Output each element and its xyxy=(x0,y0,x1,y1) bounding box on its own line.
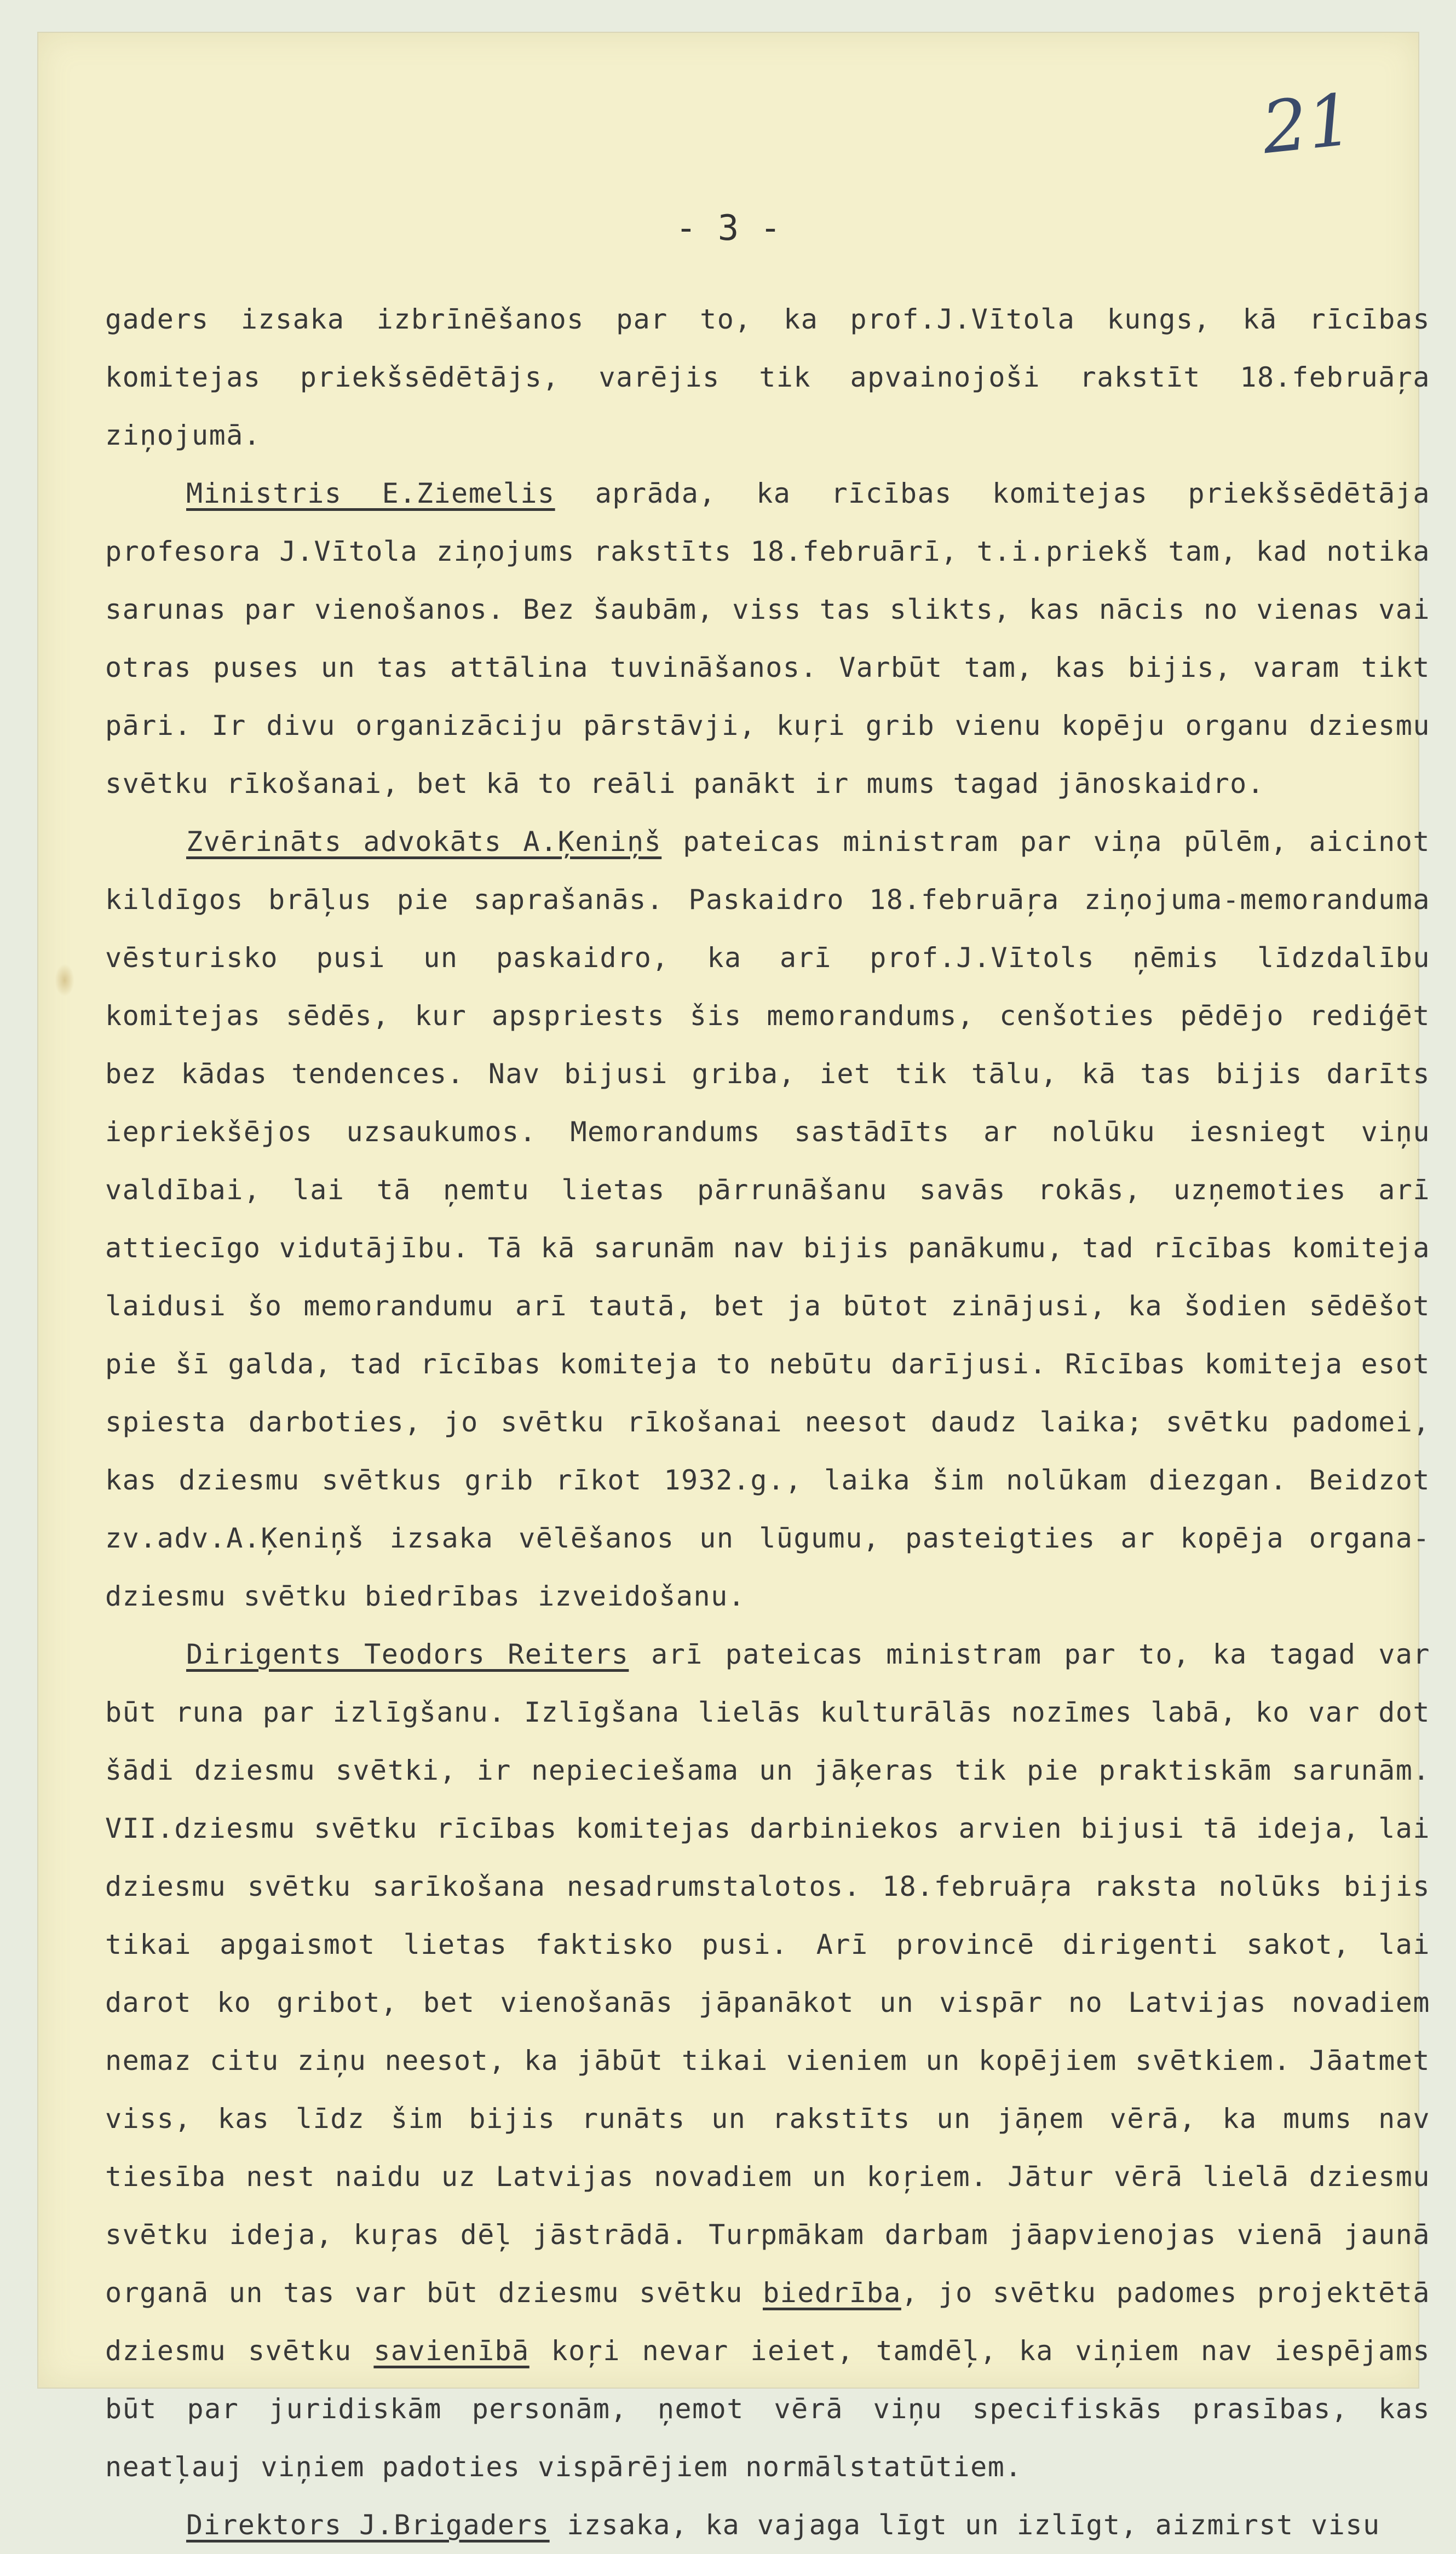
speaker-name: Dirigents Teodors Reiters xyxy=(186,1638,629,1670)
folio-number: 21 xyxy=(1258,77,1357,170)
document-page xyxy=(38,33,1430,2541)
paragraph-reiters xyxy=(105,1625,1430,2496)
speaker-name: Ministris E.Ziemelis xyxy=(186,478,555,509)
underlined-term: savienībā xyxy=(373,2335,530,2367)
paragraph-text: pateicas ministram par viņa pūlēm, aicinot kildīgos brāļus pie saprašanās. Paskaidro 18.februāŗa ziņojuma-memoranduma vēsturisko pusi un paskaidro, ka arī prof.J.Vītols ņēmis līdzdalību komitejas sēdēs, kur apspriests šis memorandums, cenšoties pēdējo rediģēt bez kādas tendences. Nav bijusi griba, iet tik tālu, kā tas bijis darīts iepriekšējos uzsaukumos. Memorandums sastādīts ar nolūku iesniegt viņu valdībai, lai tā ņemtu lietas pārrunāšanu savās rokās, uzņemoties arī attiecīgo vidutājību. Tā kā sarunām nav bijis panākumu, tad rīcības komiteja laidusi šo memorandumu arī tautā, bet ja būtot zinājusi, ka šodien sēdēšot pie šī galda, tad rīcības komiteja to nebūtu darījusi. Rīcības komiteja esot spiesta darboties, jo svētku rīkošanai neesot daudz laika; svētku padomei, kas dziesmu svētkus grib rīkot 1932.g., laika šim nolūkam diezgan. Beidzot zv.adv.A.Ķeniņš izsaka vēlēšanos un lūgumu, pasteigties ar kopēja organa-dziesmu svētku biedrības izveidošanu. xyxy=(105,826,1430,1612)
document-body xyxy=(105,290,1430,2554)
paragraph-continuation xyxy=(105,290,1430,464)
page-number: - 3 - xyxy=(675,208,781,249)
paper-stain xyxy=(55,964,74,997)
paragraph-text: arī pateicas ministram par to, ka tagad var būt runa par izlīgšanu. Izlīgšana lielās kulturālās nozīmes labā, ko var dot šādi dziesmu svētki, ir nepieciešama un jāķeras tik pie praktiskām sarunām. VII.dziesmu svētku rīcības komitejas darbiniekos arvien bijusi tā ideja, lai dziesmu svētku sarīkošana nesadrumstalotos. 18.februāŗa raksta nolūks bijis tikai apgaismot lietas faktisko pusi. Arī provincē dirigenti sakot, lai darot ko gribot, bet vienošanās jāpanākot un vispār no Latvijas novadiem nemaz citu ziņu neesot, ka jābūt tikai vieniem un kopējiem svētkiem. Jāatmet viss, kas līdz šim bijis runāts un rakstīts un jāņem vērā, ka mums nav tiesība nest naidu uz Latvijas novadiem un koŗiem. Jātur vērā lielā dziesmu svētku ideja, kuŗas dēļ jāstrādā. Turpmākam darbam jāapvienojas vienā jaunā organā un tas var būt dziesmu svētku xyxy=(105,1638,1430,2309)
paragraph-text: , jo svētku padomes projektētā dziesmu svētku xyxy=(105,2277,1430,2367)
paragraph-brigaders xyxy=(105,2496,1430,2554)
paragraph-text: gaders izsaka izbrīnēšanos par to, ka prof.J.Vītola kungs, kā rīcības komitejas priekšsēdētājs, varējis tik apvainojoši rakstīt 18.februāŗa ziņojumā. xyxy=(105,303,1430,451)
paragraph-ziemelis xyxy=(105,464,1430,813)
paragraph-text: izsaka, ka vajaga līgt un izlīgt, aizmirst visu xyxy=(549,2509,1380,2541)
paragraph-kenins xyxy=(105,813,1430,1625)
speaker-name: Zvērināts advokāts A.Ķeniņš xyxy=(186,826,662,858)
paragraph-text: aprāda, ka rīcības komitejas priekšsēdētāja profesora J.Vītola ziņojums rakstīts 18.februārī, t.i.priekš tam, kad notika sarunas par vienošanos. Bez šaubām, viss tas slikts, kas nācis no vienas vai otras puses un tas attālina tuvināšanos. Varbūt tam, kas bijis, varam tikt pāri. Ir divu organizāciju pārstāvji, kuŗi grib vienu kopēju organu dziesmu svētku rīkošanai, bet kā to reāli panākt ir mums tagad jānoskaidro. xyxy=(105,478,1430,799)
speaker-name: Direktors J.Brigaders xyxy=(186,2509,550,2541)
paragraph-text: koŗi nevar ieiet, tamdēļ, ka viņiem nav iespējams būt par juridiskām personām, ņemot vērā viņu specifiskās prasības, kas neatļauj viņiem padoties vispārējiem normālstatūtiem. xyxy=(105,2335,1430,2483)
underlined-term: biedrība xyxy=(762,2277,901,2309)
